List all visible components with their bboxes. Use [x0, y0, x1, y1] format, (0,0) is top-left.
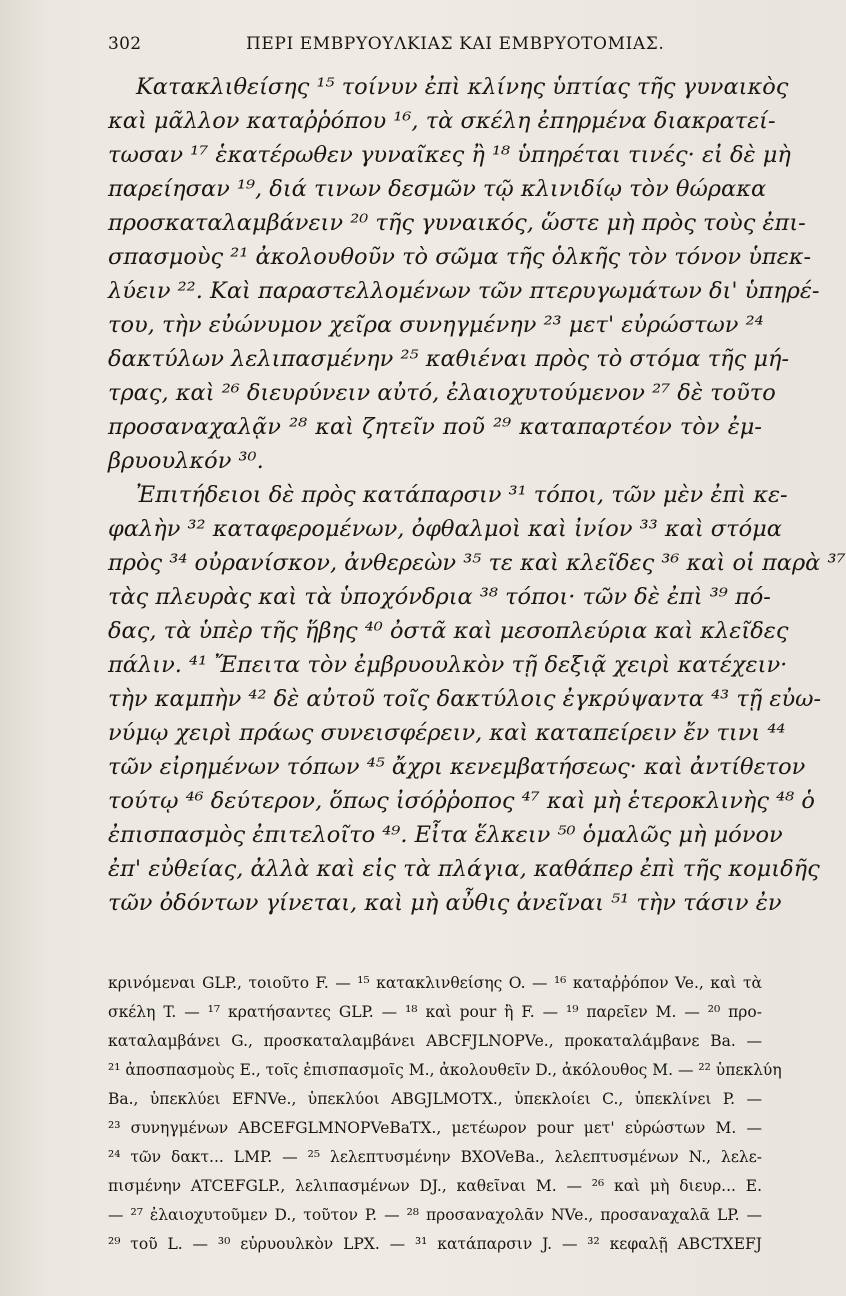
text-line: τρας, καὶ ²⁶ διευρύνειν αὐτό, ἐλαιοχυτούμενον ²⁷ δὲ τοῦτο [108, 380, 776, 406]
text-line: Ἐπιτήδειοι δὲ πρὸς κατάπαρσιν ³¹ τόποι, τῶν μὲν ἐπὶ κε- [136, 482, 788, 508]
main-text [108, 70, 846, 920]
text-line: δακτύλων λελιπασμένην ²⁵ καθιέναι πρὸς τὸ στόμα τῆς μή- [108, 346, 790, 372]
text-line: τούτῳ ⁴⁶ δεύτερον, ὅπως ἰσόῤῥοπος ⁴⁷ καὶ μὴ ἑτεροκλινὴς ⁴⁸ ὁ [108, 788, 815, 814]
text-line: προσκαταλαμβάνειν ²⁰ τῆς γυναικός, ὥστε μὴ πρὸς τοὺς ἐπι- [108, 210, 806, 236]
note-line: ²⁴ τῶν δακτ... LMP. — ²⁵ λελεπτυσμένην BXOVeBa., λελεπτυσμένων N., λελε- [108, 1148, 762, 1166]
text-line: πάλιν. ⁴¹ Ἔπειτα τὸν ἐμβρυουλκὸν τῇ δεξιᾷ χειρὶ κατέχειν· [108, 652, 788, 678]
text-line: λύειν ²². Καὶ παραστελλομένων τῶν πτερυγωμάτων δι' ὑπηρέ- [108, 278, 820, 304]
text-line: σπασμοὺς ²¹ ἀκολουθοῦν τὸ σῶμα τῆς ὁλκῆς τὸν τόνον ὑπεκ- [108, 244, 812, 270]
running-head: ΠΕΡΙ ΕΜΒΡΥΟΥΛΚΙΑΣ ΚΑΙ ΕΜΒΡΥΟΤΟΜΙΑΣ. [246, 34, 665, 54]
text-line: ἐπισπασμὸς ἐπιτελοῖτο ⁴⁹. Εἶτα ἕλκειν ⁵⁰ ὁμαλῶς μὴ μόνον [108, 822, 783, 848]
text-line: καὶ μᾶλλον καταῤῥόπου ¹⁶, τὰ σκέλη ἐπηρμένα διακρατεί- [108, 108, 776, 134]
note-line: καταλαμβάνει G., προσκαταλαμβάνει ABCFJLNOPVe., προκαταλάμβανε Ba. — [108, 1032, 762, 1050]
text-line: βρυουλκόν ³⁰. [108, 448, 264, 474]
page-header [108, 34, 762, 58]
text-line: τῶν εἰρημένων τόπων ⁴⁵ ἄχρι κενεμβατήσεως· καὶ ἀντίθετον [108, 754, 806, 780]
text-line: του, τὴν εὐώνυμον χεῖρα συνηγμένην ²³ μετ' εὐρώστων ²⁴ [108, 312, 764, 338]
note-line: ²¹ ἀποσπασμοὺς E., τοῖς ἐπισπασμοῖς M., ἀκολουθεῖν D., ἀκόλουθος M. — ²² ὑπεκλύη [108, 1061, 782, 1079]
note-line: Ba., ὑπεκλύει EFNVe., ὑπεκλύοι ABGJLMOTX., ὑπεκλοίει C., ὑπεκλίνει P. — [108, 1090, 762, 1108]
text-line: τὰς πλευρὰς καὶ τὰ ὑποχόνδρια ³⁸ τόποι· τῶν δὲ ἐπὶ ³⁹ πό- [108, 584, 771, 610]
note-line: — ²⁷ ἐλαιοχυτοῦμεν D., τοῦτον P. — ²⁸ προσαναχολᾶν NVe., προσαναχαλᾶ LP. — [108, 1206, 762, 1224]
text-line: δας, τὰ ὑπὲρ τῆς ἥβης ⁴⁰ ὀστᾶ καὶ μεσοπλεύρια καὶ κλεῖδες [108, 618, 789, 644]
text-line: νύμῳ χειρὶ πράως συνεισφέρειν, καὶ καταπείρειν ἔν τινι ⁴⁴ [108, 720, 786, 746]
text-line: τὴν καμπὴν ⁴² δὲ αὐτοῦ τοῖς δακτύλοις ἐγκρύψαντα ⁴³ τῇ εὐω- [108, 686, 822, 712]
text-line: ἐπ' εὐθείας, ἀλλὰ καὶ εἰς τὰ πλάγια, καθάπερ ἐπὶ τῆς κομιδῆς [108, 856, 820, 882]
page-number: 302 [108, 34, 142, 54]
note-line: σκέλη T. — ¹⁷ κρατήσαντες GLP. — ¹⁸ καὶ pour ἢ F. — ¹⁹ παρεῖεν M. — ²⁰ προ- [108, 1003, 762, 1021]
text-line: πρὸς ³⁴ οὐρανίσκον, ἀνθερεὼν ³⁵ τε καὶ κλεῖδες ³⁶ καὶ οἱ παρὰ ³⁷ [108, 550, 846, 576]
text-line: φαλὴν ³² καταφερομένων, ὀφθαλμοὶ καὶ ἰνίον ³³ καὶ στόμα [108, 516, 782, 542]
note-line: ²⁹ τοῦ L. — ³⁰ εὐρυουλκὸν LPX. — ³¹ κατάπαρσιν J. — ³² κεφαλῇ ABCTXEFJ [108, 1235, 762, 1253]
note-line: πισμένην ATCEFGLP., λελιπασμένων DJ., καθεῖναι M. — ²⁶ καὶ μὴ διευρ... E. [108, 1177, 762, 1195]
text-line: παρείησαν ¹⁹, διά τινων δεσμῶν τῷ κλινιδίῳ τὸν θώρακα [108, 176, 767, 202]
text-line: τωσαν ¹⁷ ἑκατέρωθεν γυναῖκες ἢ ¹⁸ ὑπηρέται τινές· εἰ δὲ μὴ [108, 142, 791, 168]
text-line: τῶν ὀδόντων γίνεται, καὶ μὴ αὖθις ἀνεῖναι ⁵¹ τὴν τάσιν ἐν [108, 890, 782, 916]
note-line: ²³ συνηγμένων ABCEFGLMNOPVeBaTX., μετέωρον pour μετ' εὐρώστων M. — [108, 1119, 762, 1137]
critical-apparatus [108, 969, 782, 1259]
text-line: προσαναχαλᾷν ²⁸ καὶ ζητεῖν ποῦ ²⁹ καταπαρτέον τὸν ἐμ- [108, 414, 762, 440]
note-line: κρινόμεναι GLP., τοιοῦτο F. — ¹⁵ κατακλινθείσης O. — ¹⁶ καταῤῥόπον Ve., καὶ τὰ [108, 974, 762, 992]
text-line: Κατακλιθείσης ¹⁵ τοίνυν ἐπὶ κλίνης ὑπτίας τῆς γυναικὸς [136, 74, 789, 100]
